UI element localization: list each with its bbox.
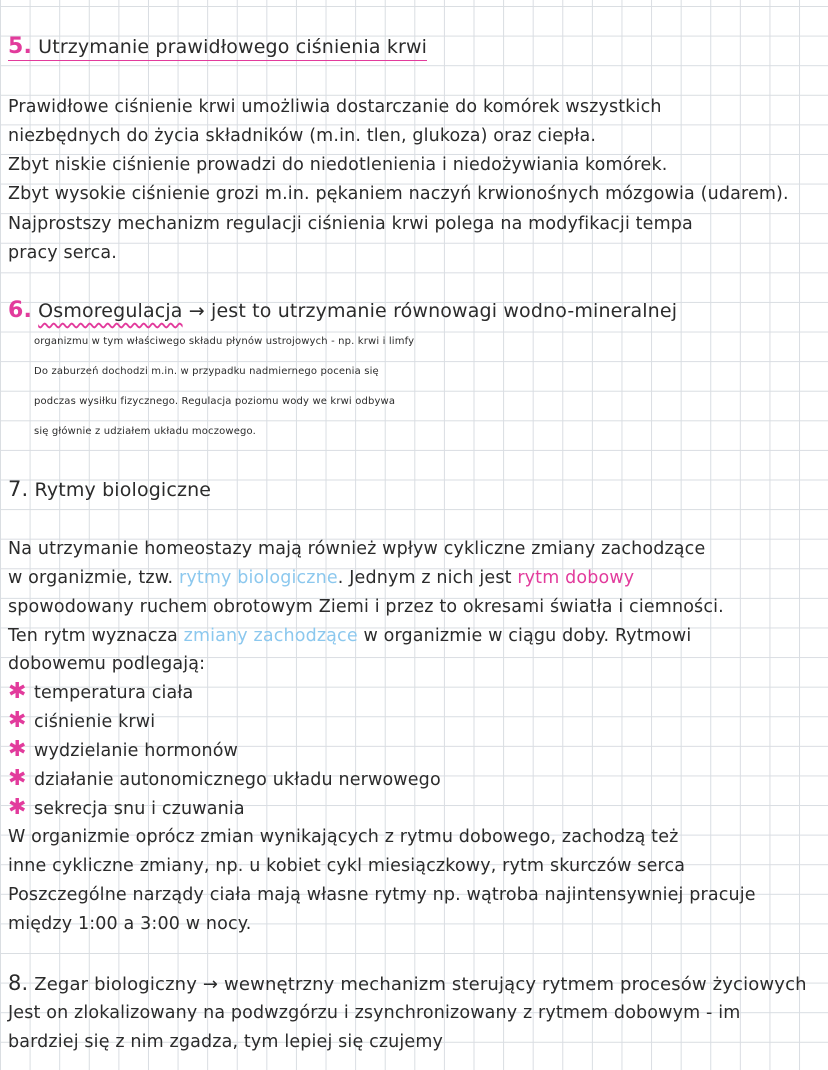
section-5-title: Utrzymanie prawidłowego ciśnienia krwi <box>38 36 428 58</box>
highlight-biological-rhythms: rytmy biologiczne <box>178 568 338 588</box>
section-5-line: Najprostszy mechanizm regulacji ciśnienia krwi polega na modyfikacji tempa <box>8 214 693 234</box>
asterisk-icon: ✱ <box>8 708 27 733</box>
asterisk-icon: ✱ <box>8 766 27 791</box>
bullet-item <box>8 768 820 791</box>
section-5-heading-underline <box>8 36 427 61</box>
bullet-text: działanie autonomicznego układu nerwowego <box>34 770 441 790</box>
section-6-term: Osmoregulacja <box>38 300 183 322</box>
asterisk-icon: ✱ <box>8 795 27 820</box>
section-6-line: się głównie z udziałem układu moczowego. <box>34 426 256 437</box>
section-7-line: W organizmie oprócz zmian wynikających z rytmu dobowego, zachodzą też <box>8 827 679 847</box>
section-6-line: podczas wysiłku fizycznego. Regulacja poziomu wody we krwi odbywa <box>34 396 396 407</box>
section-8-heading <box>8 972 820 996</box>
section-7-line: spowodowany ruchem obrotowym Ziemi i przez to okresami światła i ciemności. <box>8 597 724 617</box>
section-6-heading <box>8 300 820 322</box>
section-7-line: Poszczególne narządy ciała mają własne rytmy np. wątroba najintensywniej pracuje <box>8 885 756 905</box>
section-7-text: w organizmie w ciągu doby. Rytmowi <box>357 626 692 646</box>
bullet-item <box>8 681 820 704</box>
bullet-text: temperatura ciała <box>34 683 194 703</box>
bullet-text: sekrecja snu i czuwania <box>34 799 245 819</box>
section-5-line: pracy serca. <box>8 243 117 263</box>
section-8-line: bardziej się z nim zgadza, tym lepiej się czujemy <box>8 1032 444 1052</box>
section-7-line: dobowemu podlegają: <box>8 654 206 674</box>
section-7-title: Rytmy biologiczne <box>34 479 212 501</box>
highlight-changes: zmiany zachodzące <box>183 626 358 646</box>
section-5-line: Zbyt niskie ciśnienie prowadzi do niedotlenienia i niedożywiania komórek. <box>8 155 668 175</box>
section-7-line: Na utrzymanie homeostazy mają również wpływ cykliczne zmiany zachodzące <box>8 539 706 559</box>
bullet-item <box>8 797 820 820</box>
section-7-line <box>8 625 820 647</box>
section-6-line: Do zaburzeń dochodzi m.in. w przypadku nadmiernego pocenia się <box>34 366 379 377</box>
section-5-line: Zbyt wysokie ciśnienie grozi m.in. pękaniem naczyń krwionośnych mózgowia (udarem). <box>8 184 789 204</box>
asterisk-icon: ✱ <box>8 679 27 704</box>
section-7-number: 7. <box>8 477 29 501</box>
section-5-heading <box>8 36 820 58</box>
section-7-text: . Jednym z nich jest <box>337 568 518 588</box>
section-8-definition: → wewnętrzny mechanizm sterujący rytmem procesów życiowych <box>197 974 807 995</box>
section-5-line: Prawidłowe ciśnienie krwi umożliwia dostarczanie do komórek wszystkich <box>8 97 662 117</box>
section-7-heading <box>8 478 820 501</box>
section-7-line <box>8 567 820 589</box>
section-7-line: między 1:00 a 3:00 w nocy. <box>8 914 252 934</box>
section-7-text: w organizmie, tzw. <box>8 568 179 588</box>
section-8-line: Jest on zlokalizowany na podwzgórzu i zsynchronizowany z rytmem dobowym - im <box>8 1003 741 1023</box>
section-7-text: Ten rytm wyznacza <box>8 626 184 646</box>
section-6-number: 6. <box>8 298 32 323</box>
section-5-number: 5. <box>8 34 32 59</box>
highlight-circadian-rhythm: rytm dobowy <box>517 568 635 588</box>
section-8-title: Zegar biologiczny <box>34 974 198 995</box>
bullet-item <box>8 710 820 733</box>
section-6-definition: → jest to utrzymanie równowagi wodno-mineralnej <box>182 300 678 322</box>
bullet-text: ciśnienie krwi <box>34 712 156 732</box>
section-8-number: 8. <box>8 971 29 995</box>
section-6-line: organizmu w tym właściwego składu płynów ustrojowych - np. krwi i limfy <box>34 336 415 347</box>
section-5-line: niezbędnych do życia składników (m.in. tlen, glukoza) oraz ciepła. <box>8 126 597 146</box>
asterisk-icon: ✱ <box>8 737 27 762</box>
bullet-text: wydzielanie hormonów <box>34 741 239 761</box>
section-7-line: inne cykliczne zmiany, np. u kobiet cykl miesiączkowy, rytm skurczów serca <box>8 856 686 876</box>
bullet-item <box>8 739 820 762</box>
